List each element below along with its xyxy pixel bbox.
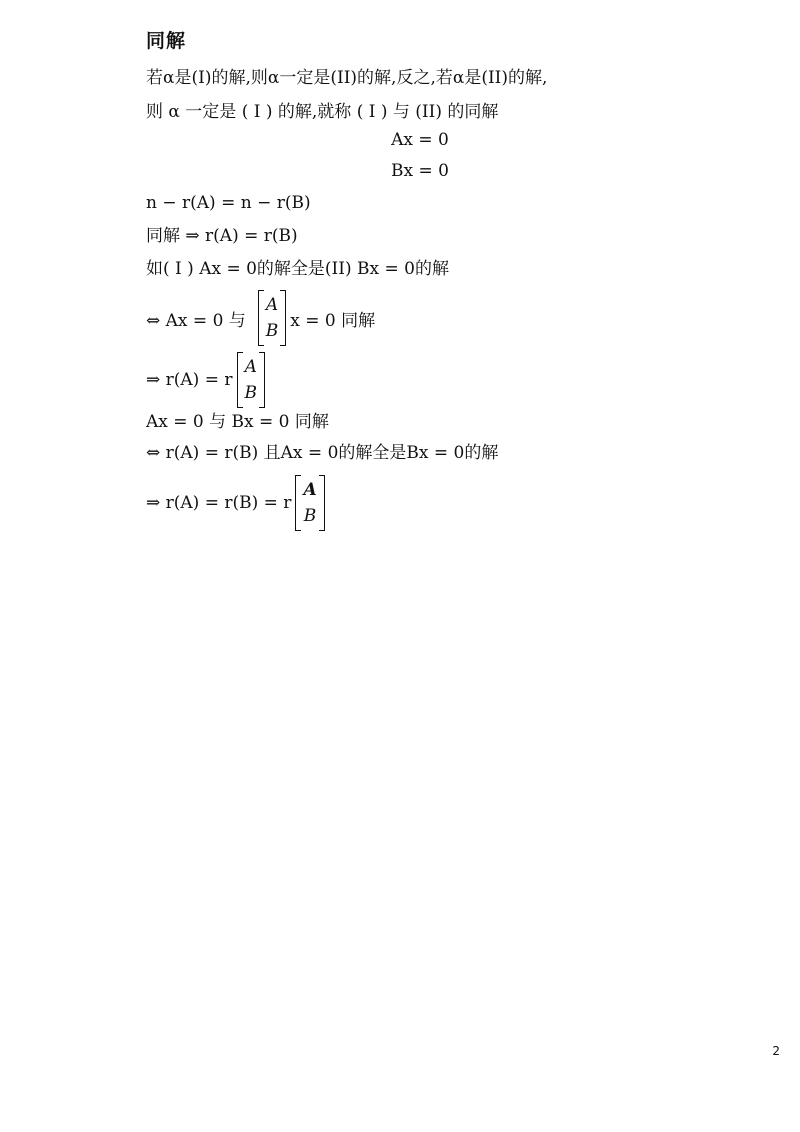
equation-bx	[0, 159, 800, 183]
equation-bx-text: Bx = 0	[391, 161, 449, 181]
block-matrix-ab-3	[295, 475, 324, 531]
rank-prefix: ⇒ r(A) = r	[146, 370, 233, 390]
section-heading: 同解	[146, 30, 187, 52]
final-rank-prefix: ⇒ r(A) = r(B) = r	[146, 493, 292, 513]
matrix-bottom-entry-3: B	[303, 506, 317, 526]
definition-line-2: 则 α 一定是 ( I ) 的解,就称 ( I ) 与 (II) 的同解	[146, 102, 499, 122]
final-rank-line	[146, 475, 329, 531]
same-solution-statement: Ax = 0 与 Bx = 0 同解	[146, 412, 329, 432]
matrix-top-entry: A	[265, 295, 279, 315]
rank-equation: n − r(A) = n − r(B)	[146, 193, 311, 213]
solution-inclusion-line: 如( I ) Ax = 0的解全是(II) Bx = 0的解	[146, 259, 449, 279]
matrix-bottom-entry-2: B	[244, 383, 257, 403]
equation-ax	[0, 128, 800, 152]
block-matrix-ab	[258, 290, 287, 346]
equation-ax-text: Ax = 0	[391, 130, 449, 150]
matrix-bottom-entry: B	[265, 321, 279, 341]
equivalence-suffix: x = 0 同解	[290, 310, 376, 331]
equivalence-prefix: ⇔ Ax = 0 与	[146, 310, 246, 331]
matrix-top-entry-3: A	[303, 480, 317, 500]
block-matrix-ab-2	[237, 352, 266, 408]
page-number: 2	[772, 1044, 780, 1058]
rank-block-matrix-line	[146, 352, 269, 408]
stacked-matrix-equivalence	[146, 290, 375, 346]
matrix-top-entry-2: A	[244, 357, 257, 377]
same-solution-implies-rank: 同解 ⇒ r(A) = r(B)	[146, 226, 298, 246]
rank-and-inclusion-line: ⇔ r(A) = r(B) 且Ax = 0的解全是Bx = 0的解	[146, 443, 499, 463]
definition-line-1: 若α是(I)的解,则α一定是(II)的解,反之,若α是(II)的解,	[146, 68, 548, 88]
